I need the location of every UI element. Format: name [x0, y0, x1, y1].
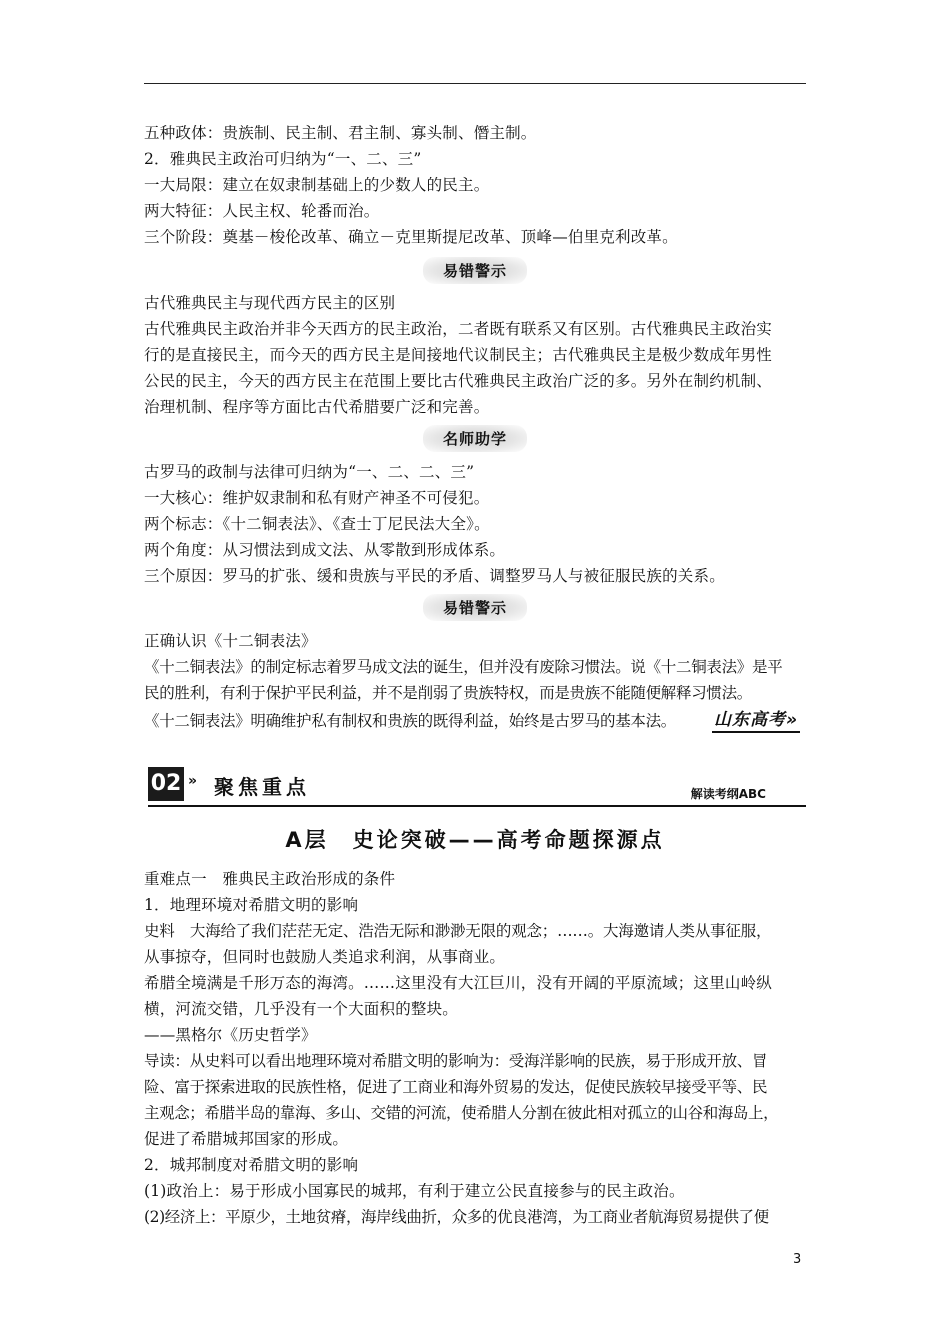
- text-line: 两个标志：《十二铜表法》、《查士丁尼民法大全》。: [144, 515, 490, 533]
- text-line: 两大特征：人民主权、轮番而治。: [144, 202, 380, 220]
- text-line: 古代雅典民主政治并非今天西方的民主政治，二者既有联系又有区别。古代雅典民主政治实: [144, 320, 773, 338]
- banner-teacher-help: [0, 425, 950, 452]
- banner-error-warning: [0, 594, 950, 621]
- banner-label: 名师助学: [423, 425, 527, 452]
- text-line: 三个阶段：奠基－梭伦改革、确立－克里斯提尼改革、顶峰—伯里克利改革。: [144, 228, 678, 246]
- section-title: 聚焦重点: [214, 775, 310, 799]
- text-line: 民的胜利，有利于保护平民利益，并不是削弱了贵族特权，而是贵族不能随便解释习惯法。: [144, 684, 753, 702]
- banner-label: 易错警示: [423, 257, 527, 284]
- banner-label: 易错警示: [423, 594, 527, 621]
- text-line: 险、富于探索进取的民族性格，促进了工商业和海外贸易的发达，促使民族较早接受平等、民: [144, 1078, 768, 1096]
- text-line: 一大核心：维护奴隶制和私有财产神圣不可侵犯。: [144, 489, 490, 507]
- section-number: 02: [148, 767, 184, 801]
- text-line: 2．城邦制度对希腊文明的影响: [144, 1156, 359, 1174]
- text-line: 2．雅典民主政治可归纳为“一、二、三”: [144, 150, 422, 168]
- text-line: 五种政体：贵族制、民主制、君主制、寡头制、僭主制。: [144, 124, 537, 142]
- text-line: 1．地理环境对希腊文明的影响: [144, 896, 359, 914]
- text-line: 古罗马的政制与法律可归纳为“一、二、二、三”: [144, 463, 475, 481]
- text-line: 古代雅典民主与现代西方民主的区别: [144, 294, 396, 312]
- text-line: 促进了希腊城邦国家的形成。: [144, 1130, 349, 1148]
- page-number: 3: [793, 1252, 802, 1267]
- text-line: 希腊全境满是千形万态的海湾。……这里没有大江巨川，没有开阔的平原流域；这里山岭纵: [144, 974, 773, 992]
- text-line: 史料 大海给了我们茫茫无定、浩浩无际和渺渺无限的观念；……。大海邀请人类从事征服，: [144, 922, 772, 940]
- text-line: 《十二铜表法》明确维护私有制权和贵族的既得利益，始终是古罗马的基本法。: [144, 712, 677, 730]
- text-line: ——黑格尔《历史哲学》: [144, 1026, 317, 1044]
- text-line: 公民的民主，今天的西方民主在范围上要比古代雅典民主政治广泛的多。另外在制约机制、: [144, 372, 773, 390]
- header-rule: [144, 83, 806, 84]
- text-line: 《十二铜表法》的制定标志着罗马成文法的诞生，但并没有废除习惯法。说《十二铜表法》是平: [144, 658, 783, 676]
- text-line: (2)经济上：平原少，土地贫瘠，海岸线曲折，众多的优良港湾，为工商业者航海贸易提供了便: [144, 1208, 769, 1226]
- section-header: [148, 765, 806, 807]
- banner-error-warning: [0, 257, 950, 284]
- layer-title: A层 史论突破——高考命题探源点: [285, 828, 665, 852]
- text-line: 治理机制、程序等方面比古代希腊要广泛和完善。: [144, 398, 490, 416]
- brand-logo: 山东高考»: [712, 705, 800, 733]
- text-line: 横，河流交错，几乎没有一个大面积的整块。: [144, 1000, 459, 1018]
- text-line: 正确认识《十二铜表法》: [144, 632, 317, 650]
- text-line: 导读：从史料可以看出地理环境对希腊文明的影响为：受海洋影响的民族，易于形成开放、冒: [144, 1052, 768, 1070]
- section-subtitle: 解读考纲ABC: [690, 787, 766, 801]
- text-line: 一大局限：建立在奴隶制基础上的少数人的民主。: [144, 176, 490, 194]
- text-line: 行的是直接民主，而今天的西方民主是间接地代议制民主；古代雅典民主是极少数成年男性: [144, 346, 773, 364]
- text-line: 从事掠夺，但同时也鼓励人类追求利润，从事商业。: [144, 948, 506, 966]
- text-line: 主观念；希腊半岛的靠海、多山、交错的河流，使希腊人分割在彼此相对孤立的山谷和海岛上，: [144, 1104, 779, 1122]
- text-line: (1)政治上：易于形成小国寡民的城邦，有利于建立公民直接参与的民主政治。: [144, 1182, 685, 1200]
- text-line: 三个原因：罗马的扩张、缓和贵族与平民的矛盾、调整罗马人与被征服民族的关系。: [144, 567, 725, 585]
- chevron-icon: »: [188, 773, 198, 789]
- text-line: 重难点一 雅典民主政治形成的条件: [144, 870, 396, 888]
- text-line: 两个角度：从习惯法到成文法、从零散到形成体系。: [144, 541, 506, 559]
